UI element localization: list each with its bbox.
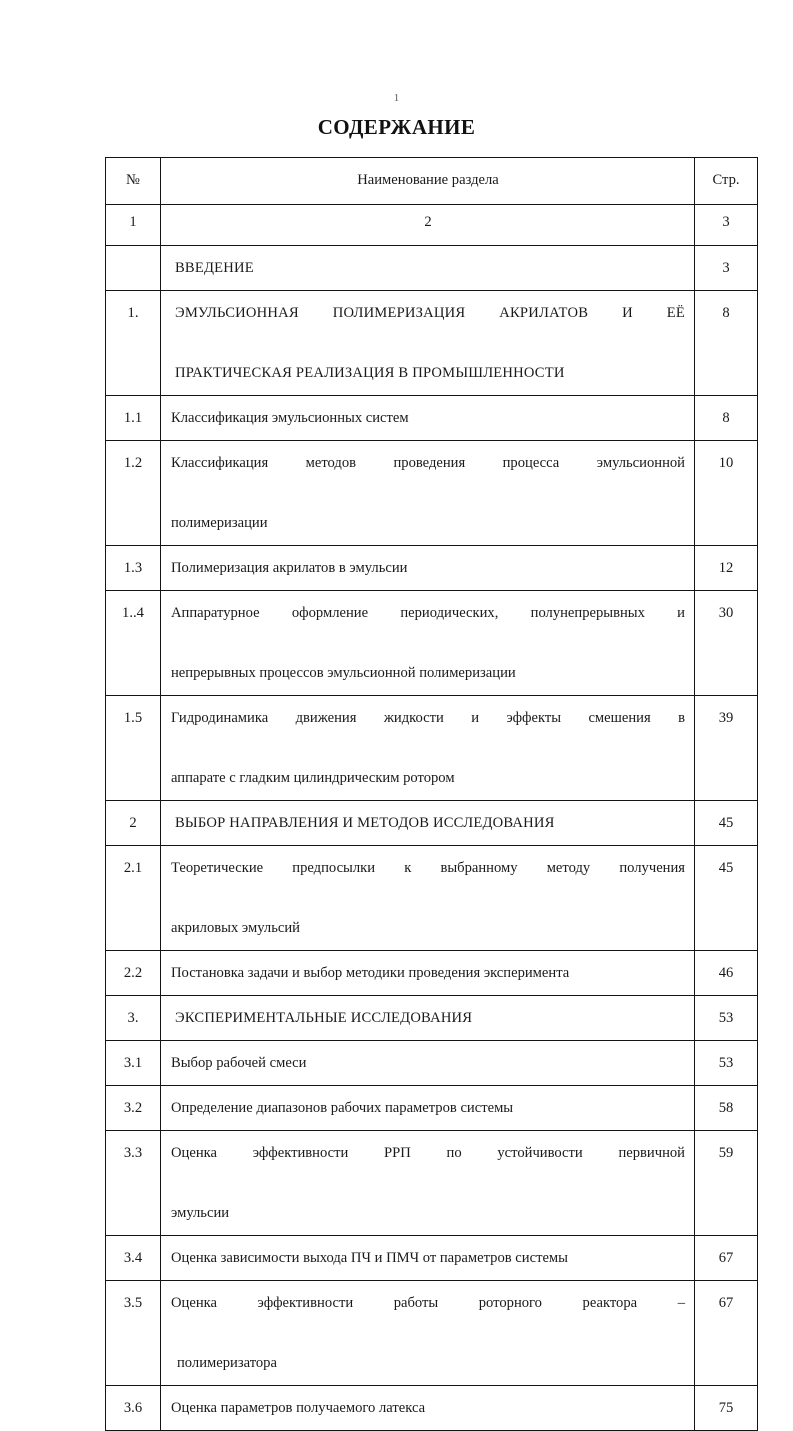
row-number-cell xyxy=(106,951,161,996)
table-row xyxy=(106,1281,758,1386)
row-name-line-1: Аппаратурное оформление периодических, полунепрерывных и xyxy=(171,605,685,621)
row-number-cell xyxy=(106,246,161,291)
row-page-cell xyxy=(695,1386,758,1431)
row-name: Полимеризация акрилатов в эмульсии xyxy=(171,560,408,576)
table-row xyxy=(106,591,758,696)
header-label-page: Стр. xyxy=(712,172,740,188)
row-name xyxy=(161,1131,694,1235)
row-number-cell xyxy=(106,396,161,441)
table-row xyxy=(106,396,758,441)
row-number-cell xyxy=(106,1236,161,1281)
row-page-cell xyxy=(695,1086,758,1131)
row-number: 1..4 xyxy=(122,605,144,621)
row-name-line-2: аппарате с гладким цилиндрическим ротором xyxy=(171,770,455,786)
row-name xyxy=(161,846,694,950)
row-name-line-1: ЭМУЛЬСИОННАЯ ПОЛИМЕРИЗАЦИЯ АКРИЛАТОВ И ЕЁ xyxy=(175,305,685,321)
row-page: 67 xyxy=(718,1250,734,1266)
row-number: 1.5 xyxy=(123,710,143,726)
row-name-cell xyxy=(161,1281,695,1386)
page-title: СОДЕРЖАНИЕ xyxy=(317,115,476,139)
row-name: ЭКСПЕРИМЕНТАЛЬНЫЕ ИССЛЕДОВАНИЯ xyxy=(175,1010,473,1026)
row-number-cell xyxy=(106,1281,161,1386)
row-number-cell xyxy=(106,1086,161,1131)
row-name-cell xyxy=(161,696,695,801)
row-name-cell xyxy=(161,396,695,441)
row-number: 3. xyxy=(127,1010,139,1026)
row-number-cell xyxy=(106,1041,161,1086)
row-page: 45 xyxy=(718,860,734,876)
row-name-line-2: ПРАКТИЧЕСКАЯ РЕАЛИЗАЦИЯ В ПРОМЫШЛЕННОСТИ xyxy=(175,365,565,381)
table-row xyxy=(106,846,758,951)
row-page-cell xyxy=(695,1281,758,1386)
table-row xyxy=(106,1386,758,1431)
table-row xyxy=(106,696,758,801)
table-row xyxy=(106,1086,758,1131)
row-number: 3.4 xyxy=(123,1250,143,1266)
colnum-1: 1 xyxy=(129,214,137,230)
row-name-cell xyxy=(161,1386,695,1431)
row-number-cell xyxy=(106,546,161,591)
row-number: 3.3 xyxy=(123,1145,143,1161)
colnum-cell-1 xyxy=(106,205,161,246)
row-number-cell xyxy=(106,696,161,801)
row-number: 2.1 xyxy=(123,860,143,876)
row-name-line-1: Оценка эффективности РРП по устойчивости первичной xyxy=(171,1145,685,1161)
table-row xyxy=(106,996,758,1041)
row-name-line-2: непрерывных процессов эмульсионной полимеризации xyxy=(171,665,516,681)
table-row xyxy=(106,801,758,846)
row-name-cell xyxy=(161,1236,695,1281)
header-label-name: Наименование раздела xyxy=(357,172,499,188)
row-number: 2 xyxy=(129,815,137,831)
row-page-cell xyxy=(695,441,758,546)
row-name: Оценка зависимости выхода ПЧ и ПМЧ от параметров системы xyxy=(171,1250,568,1266)
colnum-cell-3 xyxy=(695,205,758,246)
row-page: 10 xyxy=(718,455,734,471)
row-name-cell xyxy=(161,1041,695,1086)
row-name xyxy=(161,696,694,800)
row-number: 1.1 xyxy=(123,410,143,426)
row-name-line-1: Классификация методов проведения процесса эмульсионной xyxy=(171,455,685,471)
header-cell-number xyxy=(106,158,161,205)
row-page-cell xyxy=(695,1041,758,1086)
row-number-cell xyxy=(106,1131,161,1236)
row-page-cell xyxy=(695,291,758,396)
row-page-cell xyxy=(695,591,758,696)
row-name-line-2: эмульсии xyxy=(171,1205,230,1221)
row-page: 67 xyxy=(718,1295,734,1311)
row-name: Постановка задачи и выбор методики проведения эксперимента xyxy=(171,965,570,981)
row-number xyxy=(106,246,160,260)
row-name-line-2: полимеризации xyxy=(171,515,268,531)
table-row xyxy=(106,441,758,546)
row-page: 8 xyxy=(722,410,730,426)
row-name xyxy=(161,441,694,545)
row-name-cell xyxy=(161,846,695,951)
row-page: 46 xyxy=(718,965,734,981)
table-row xyxy=(106,546,758,591)
toc-body xyxy=(106,158,758,1431)
row-page: 39 xyxy=(718,710,734,726)
colnum-cell-2 xyxy=(161,205,695,246)
row-number: 3.2 xyxy=(123,1100,143,1116)
row-page: 59 xyxy=(718,1145,734,1161)
table-row xyxy=(106,1041,758,1086)
row-name-cell xyxy=(161,591,695,696)
row-page: 53 xyxy=(718,1055,734,1071)
row-number-cell xyxy=(106,591,161,696)
row-name xyxy=(161,1281,694,1385)
table-row xyxy=(106,1131,758,1236)
row-number-cell xyxy=(106,291,161,396)
row-page-cell xyxy=(695,951,758,996)
row-name-cell xyxy=(161,246,695,291)
row-name: ВЫБОР НАПРАВЛЕНИЯ И МЕТОДОВ ИССЛЕДОВАНИЯ xyxy=(175,815,555,831)
row-name-cell xyxy=(161,996,695,1041)
row-page: 8 xyxy=(722,305,730,321)
row-page-cell xyxy=(695,846,758,951)
row-number-cell xyxy=(106,801,161,846)
colnum-2: 2 xyxy=(424,214,432,230)
row-page: 45 xyxy=(718,815,734,831)
header-label-number: № xyxy=(126,172,140,188)
row-number: 1.3 xyxy=(123,560,143,576)
row-name-cell xyxy=(161,441,695,546)
row-number: 1.2 xyxy=(123,455,143,471)
row-page-cell xyxy=(695,246,758,291)
row-name-cell xyxy=(161,801,695,846)
row-page-cell xyxy=(695,1236,758,1281)
table-row xyxy=(106,291,758,396)
row-number: 3.5 xyxy=(123,1295,143,1311)
page-folio-number: 1 xyxy=(393,92,400,104)
row-name-cell xyxy=(161,1086,695,1131)
table-header-row xyxy=(106,158,758,205)
row-name-cell xyxy=(161,546,695,591)
row-number: 3.6 xyxy=(123,1400,143,1416)
row-name: Определение диапазонов рабочих параметров системы xyxy=(171,1100,514,1116)
row-name-line-2: акриловых эмульсий xyxy=(171,920,300,936)
row-page-cell xyxy=(695,801,758,846)
row-name-line-1: Гидродинамика движения жидкости и эффекты смешения в xyxy=(171,710,685,726)
colnum-3: 3 xyxy=(722,214,730,230)
row-name-line-1: Теоретические предпосылки к выбранному методу получения xyxy=(171,860,685,876)
row-page: 3 xyxy=(722,260,730,276)
table-of-contents xyxy=(105,157,758,1431)
row-page-cell xyxy=(695,1131,758,1236)
row-page: 58 xyxy=(718,1100,734,1116)
table-row xyxy=(106,246,758,291)
row-page: 53 xyxy=(718,1010,734,1026)
row-name: Классификация эмульсионных систем xyxy=(171,410,409,426)
row-name-cell xyxy=(161,291,695,396)
row-number-cell xyxy=(106,1386,161,1431)
row-name xyxy=(161,291,694,395)
row-number-cell xyxy=(106,996,161,1041)
row-number: 3.1 xyxy=(123,1055,143,1071)
table-row xyxy=(106,1236,758,1281)
row-page-cell xyxy=(695,696,758,801)
row-page: 30 xyxy=(718,605,734,621)
header-cell-page xyxy=(695,158,758,205)
row-name xyxy=(161,591,694,695)
row-number: 1. xyxy=(127,305,139,321)
row-name-cell xyxy=(161,1131,695,1236)
row-name-line-1: Оценка эффективности работы роторного реактора – xyxy=(171,1295,685,1311)
row-page: 75 xyxy=(718,1400,734,1416)
row-page-cell xyxy=(695,546,758,591)
row-number-cell xyxy=(106,846,161,951)
header-cell-name xyxy=(161,158,695,205)
row-name-cell xyxy=(161,951,695,996)
row-name: ВВЕДЕНИЕ xyxy=(175,260,254,276)
row-page-cell xyxy=(695,396,758,441)
column-number-row xyxy=(106,205,758,246)
row-number: 2.2 xyxy=(123,965,143,981)
row-name: Выбор рабочей смеси xyxy=(171,1055,307,1071)
row-page: 12 xyxy=(718,560,734,576)
row-page-cell xyxy=(695,996,758,1041)
row-name: Оценка параметров получаемого латекса xyxy=(171,1400,426,1416)
row-number-cell xyxy=(106,441,161,546)
row-name-line-2: полимеризатора xyxy=(177,1355,277,1371)
table-row xyxy=(106,951,758,996)
